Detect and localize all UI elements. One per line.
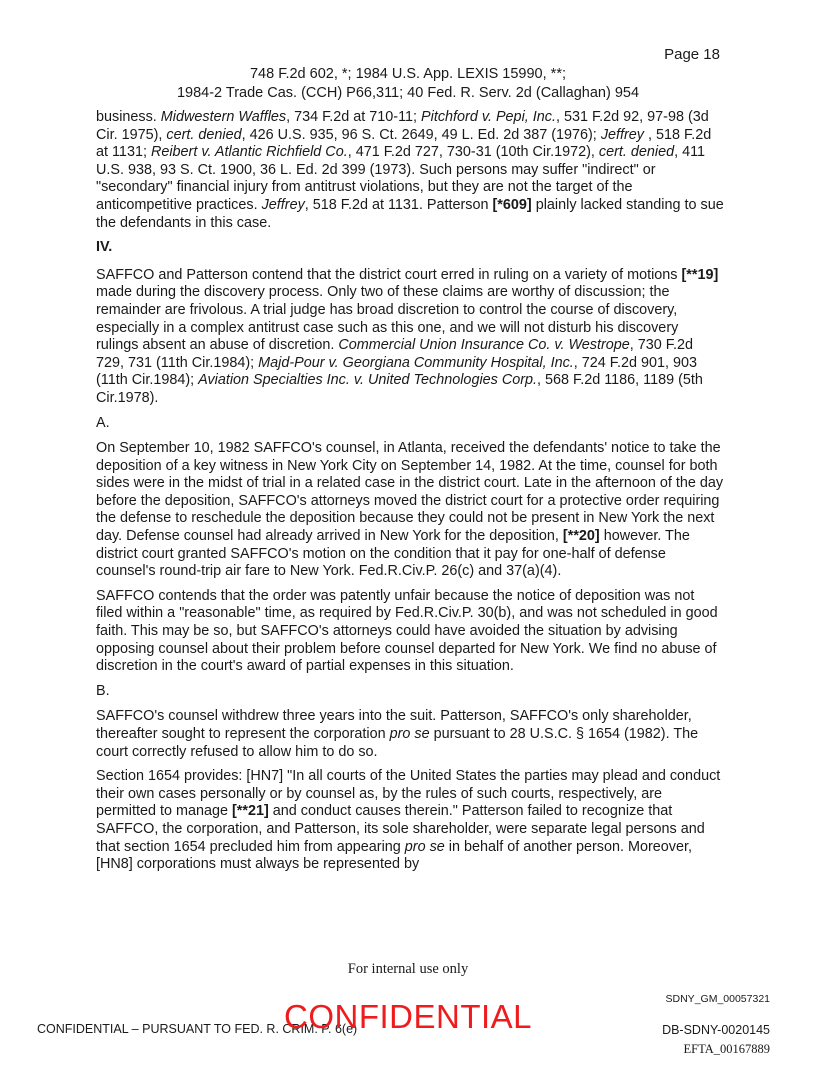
paragraph-discovery: SAFFCO and Patterson contend that the district court erred in ruling on a variety of motions [**19] made during the discovery process. Only two of these claims are worthy of discussion; the remainder are frivolous. A trial judge has broad discretion to control the course of discovery, especially in a complex antitrust case such as this one, and we will not disturb his discovery rulings absent an abuse of discretion. Commercial Union Insurance Co. v. Westrope, 730 F.2d 729, 731 (11th Cir.1984); Majd-Pour v. Georgiana Community Hospital, Inc., 724 F.2d 901, 903 (11th Cir.1984); Aviation Specialties Inc. v. United Technologies Corp., 568 F.2d 1186, 1189 (5th Cir.1978). (96, 266, 719, 406)
star-page-marker: [**21] (232, 803, 269, 820)
citation-line-2: 1984-2 Trade Cas. (CCH) P66,311; 40 Fed. R. Serv. 2d (Callaghan) 954 (176, 85, 640, 101)
bates-number-sdny: SDNY_GM_00057321 (665, 993, 770, 1005)
star-page-marker: [*609] (492, 196, 532, 213)
section-heading-iv: IV. (96, 239, 113, 256)
paragraph-deposition: On September 10, 1982 SAFFCO's counsel, in Atlanta, received the defendants' notice to take the deposition of a key witness in New York City on September 14, 1982. At the time, counsel for both sides were in the midst of trial in a related case in the district court. Late in the afternoon of the day before the deposition, SAFFCO's attorneys moved the district court for a protective order requiring the defense to reschedule the deposition because they could not be present in New York the next day. Defense counsel had already arrived in New York for the deposition, [**20] however. The district court granted SAFFCO's motion on the condition that it pay for one-half of defense counsel's round-trip air fare to New York. Fed.R.Civ.P. 26(c) and 37(a)(4). (96, 440, 724, 580)
paragraph-standing: business. Midwestern Waffles, 734 F.2d at 710-11; Pitchford v. Pepi, Inc., 531 F.2d 92, 97-98 (3d Cir. 1975), cert. denied, 426 U.S. 935, 96 S. Ct. 2649, 49 L. Ed. 2d 387 (1976); Jeffrey , 518 F.2d at 1131; Reibert v. Atlantic Richfield Co., 471 F.2d 727, 730-31 (10th Cir.1972), cert. denied, 411 U.S. 938, 93 S. Ct. 1900, 36 L. Ed. 2d 399 (1973). Such persons may suffer "indirect" or "secondary" financial injury from antitrust violations, but they are not the target of the anticompetitive practices. Jeffrey, 518 F.2d at 1131. Patterson [*609] plainly lacked standing to sue the defendants in this case. (96, 109, 724, 231)
confidentiality-legend: CONFIDENTIAL – PURSUANT TO FED. R. CRIM. P. 6(e) (37, 1022, 358, 1036)
star-page-marker: [**20] (562, 528, 600, 545)
paragraph-section-1654: Section 1654 provides: [HN7] "In all courts of the United States the parties may plead and conduct their own cases personally or by counsel as, by the rules of such courts, respectively, are permitted to manage [**21] and conduct causes therein." Patterson failed to recognize that SAFFCO, the corporation, and Patterson, its sole shareholder, were separate legal persons and that section 1654 precluded him from appearing pro se in behalf of another person. Moreover, [HN8] corporations must always be represented by (96, 768, 721, 873)
page-number: Page 18 (664, 46, 720, 63)
paragraph-withdrawal: SAFFCO's counsel withdrew three years into the suit. Patterson, SAFFCO's only shareholder, thereafter sought to represent the corporation pro se pursuant to 28 U.S.C. § 1654 (1982). The court correctly refused to allow him to do so. (96, 708, 699, 760)
bates-number-efta: EFTA_00167889 (683, 1042, 770, 1056)
bates-number-db: DB-SDNY-0020145 (662, 1023, 770, 1037)
subsection-heading-b: B. (96, 682, 110, 699)
opinion-body (96, 109, 724, 881)
case-citation (0, 65, 816, 103)
star-page-marker: [**19] (681, 266, 719, 283)
citation-line-1: 748 F.2d 602, *; 1984 U.S. App. LEXIS 15990, **; (249, 66, 566, 82)
confidential-stamp: CONFIDENTIAL (283, 998, 533, 1035)
internal-use-notice: For internal use only (347, 961, 469, 977)
paragraph-contention: SAFFCO contends that the order was patently unfair because the notice of deposition was not filed within a "reasonable" time, as required by Fed.R.Civ.P. 30(b), and was not scheduled in good faith. This may be so, but SAFFCO's attorneys could have avoided the situation by advising opposing counsel about their problem before counsel departed for New York. We find no abuse of discretion in the court's award of partial expenses in this situation. (96, 587, 718, 675)
subsection-heading-a: A. (96, 414, 110, 431)
